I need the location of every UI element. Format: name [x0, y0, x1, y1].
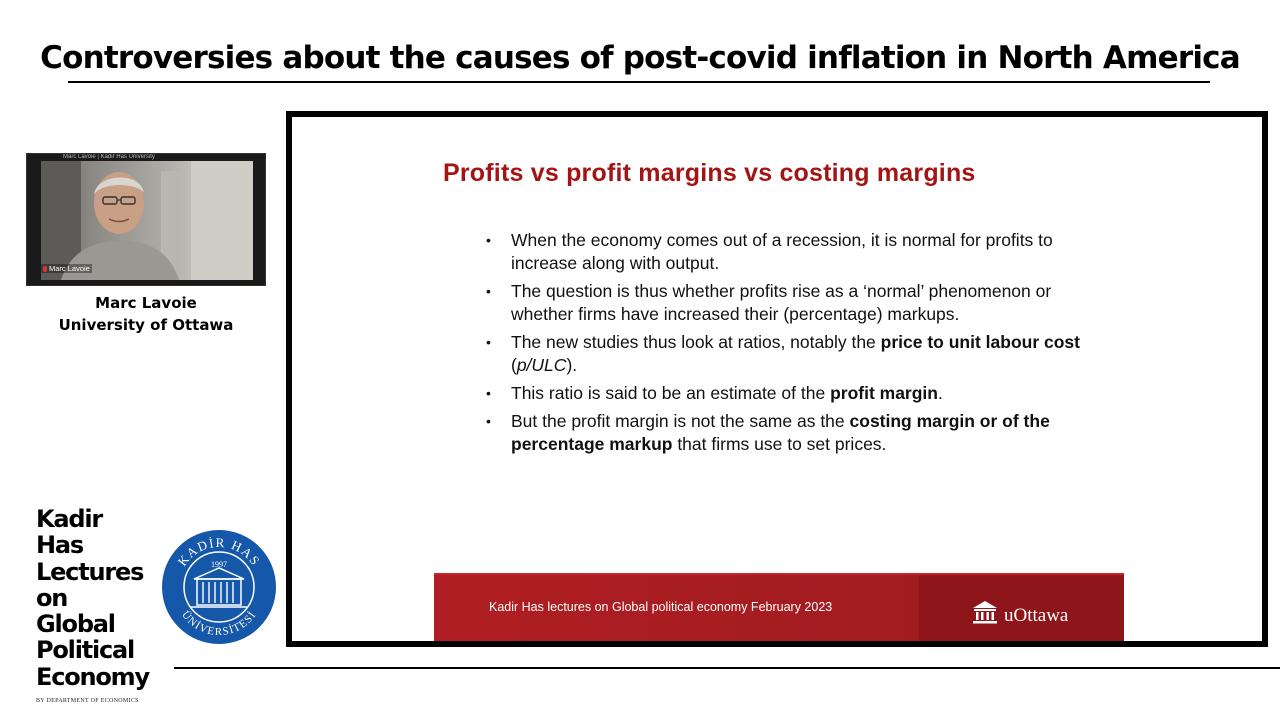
seal-bottom-text: ÜNİVERSİTESİ [179, 608, 259, 639]
lecture-series-wordmark [36, 506, 166, 690]
presentation-slide [292, 117, 1262, 641]
bullet-text: But the profit margin is not the same as the [511, 411, 850, 431]
brand-line: Political [36, 636, 135, 665]
bullet-text: This ratio is said to be an estimate of the [511, 383, 831, 403]
participant-name: Marc Lavoie [49, 264, 90, 273]
kadir-has-university-seal-icon [161, 529, 278, 646]
speaker-video-feed [41, 161, 253, 280]
brand-line: Lectures [36, 557, 144, 586]
footer-text: Kadir Has lectures on Global political economy February 2023 [489, 600, 833, 614]
video-top-text: Marc Lavoie | Kadir Has University [63, 154, 155, 160]
shared-slide-frame [286, 111, 1268, 647]
bullet-text: The new studies thus look at ratios, notably the [511, 332, 881, 352]
page-title: Controversies about the causes of post-covid inflation in North America [40, 40, 1240, 76]
brand-line: Kadir [36, 505, 103, 533]
slide-bullet [486, 382, 1086, 405]
seal-top-text: KADİR HAS [174, 534, 264, 569]
speaker-video-tile[interactable] [26, 153, 266, 286]
bullet-text: When the economy comes out of a recession, it is normal for profits to increase along with output. [511, 230, 1053, 273]
speaker-affiliation: University of Ottawa [58, 316, 234, 334]
muted-mic-icon [43, 266, 47, 272]
bullet-emphasis: costing margin or of the percentage markup [511, 411, 1050, 454]
brand-line: Has [36, 531, 83, 560]
slide-bullet [486, 280, 1086, 326]
slide-bullet [486, 331, 1086, 377]
brand-subtitle: BY DEPARTMENT OF ECONOMICS [36, 698, 139, 704]
bullet-text: that firms use to set prices. [672, 434, 887, 454]
slide-footer-bar [434, 573, 1124, 641]
bullet-text: The question is thus whether profits rise as a ‘normal’ phenomenon or whether firms have increased their (percentage) markups. [511, 281, 1052, 324]
slide-heading: Profits vs profit margins vs costing margins [443, 159, 976, 187]
uottawa-building-icon [972, 600, 998, 624]
brand-line: Economy [36, 662, 149, 691]
bullet-italic: p/ULC [516, 355, 567, 375]
speaker-name: Marc Lavoie [95, 294, 197, 312]
speaker-figure [41, 161, 253, 280]
uottawa-logo-panel [919, 575, 1124, 641]
bullet-text: . [937, 383, 943, 403]
brand-line: Global [36, 610, 115, 639]
seal-year: 1997 [211, 560, 227, 569]
title-underline [68, 81, 1210, 83]
bullet-emphasis: price to unit labour cost [880, 332, 1080, 352]
slide-bullet-list [486, 229, 1086, 461]
bottom-divider [174, 667, 1280, 669]
participant-label [41, 264, 92, 273]
slide-bullet [486, 229, 1086, 275]
brand-line: on [36, 583, 68, 612]
bullet-emphasis: profit margin [830, 383, 938, 403]
uottawa-logo-text: uOttawa [1004, 605, 1069, 626]
bullet-text: ). [566, 355, 578, 375]
bullet-text: ( [511, 355, 517, 375]
slide-bullet [486, 410, 1086, 456]
